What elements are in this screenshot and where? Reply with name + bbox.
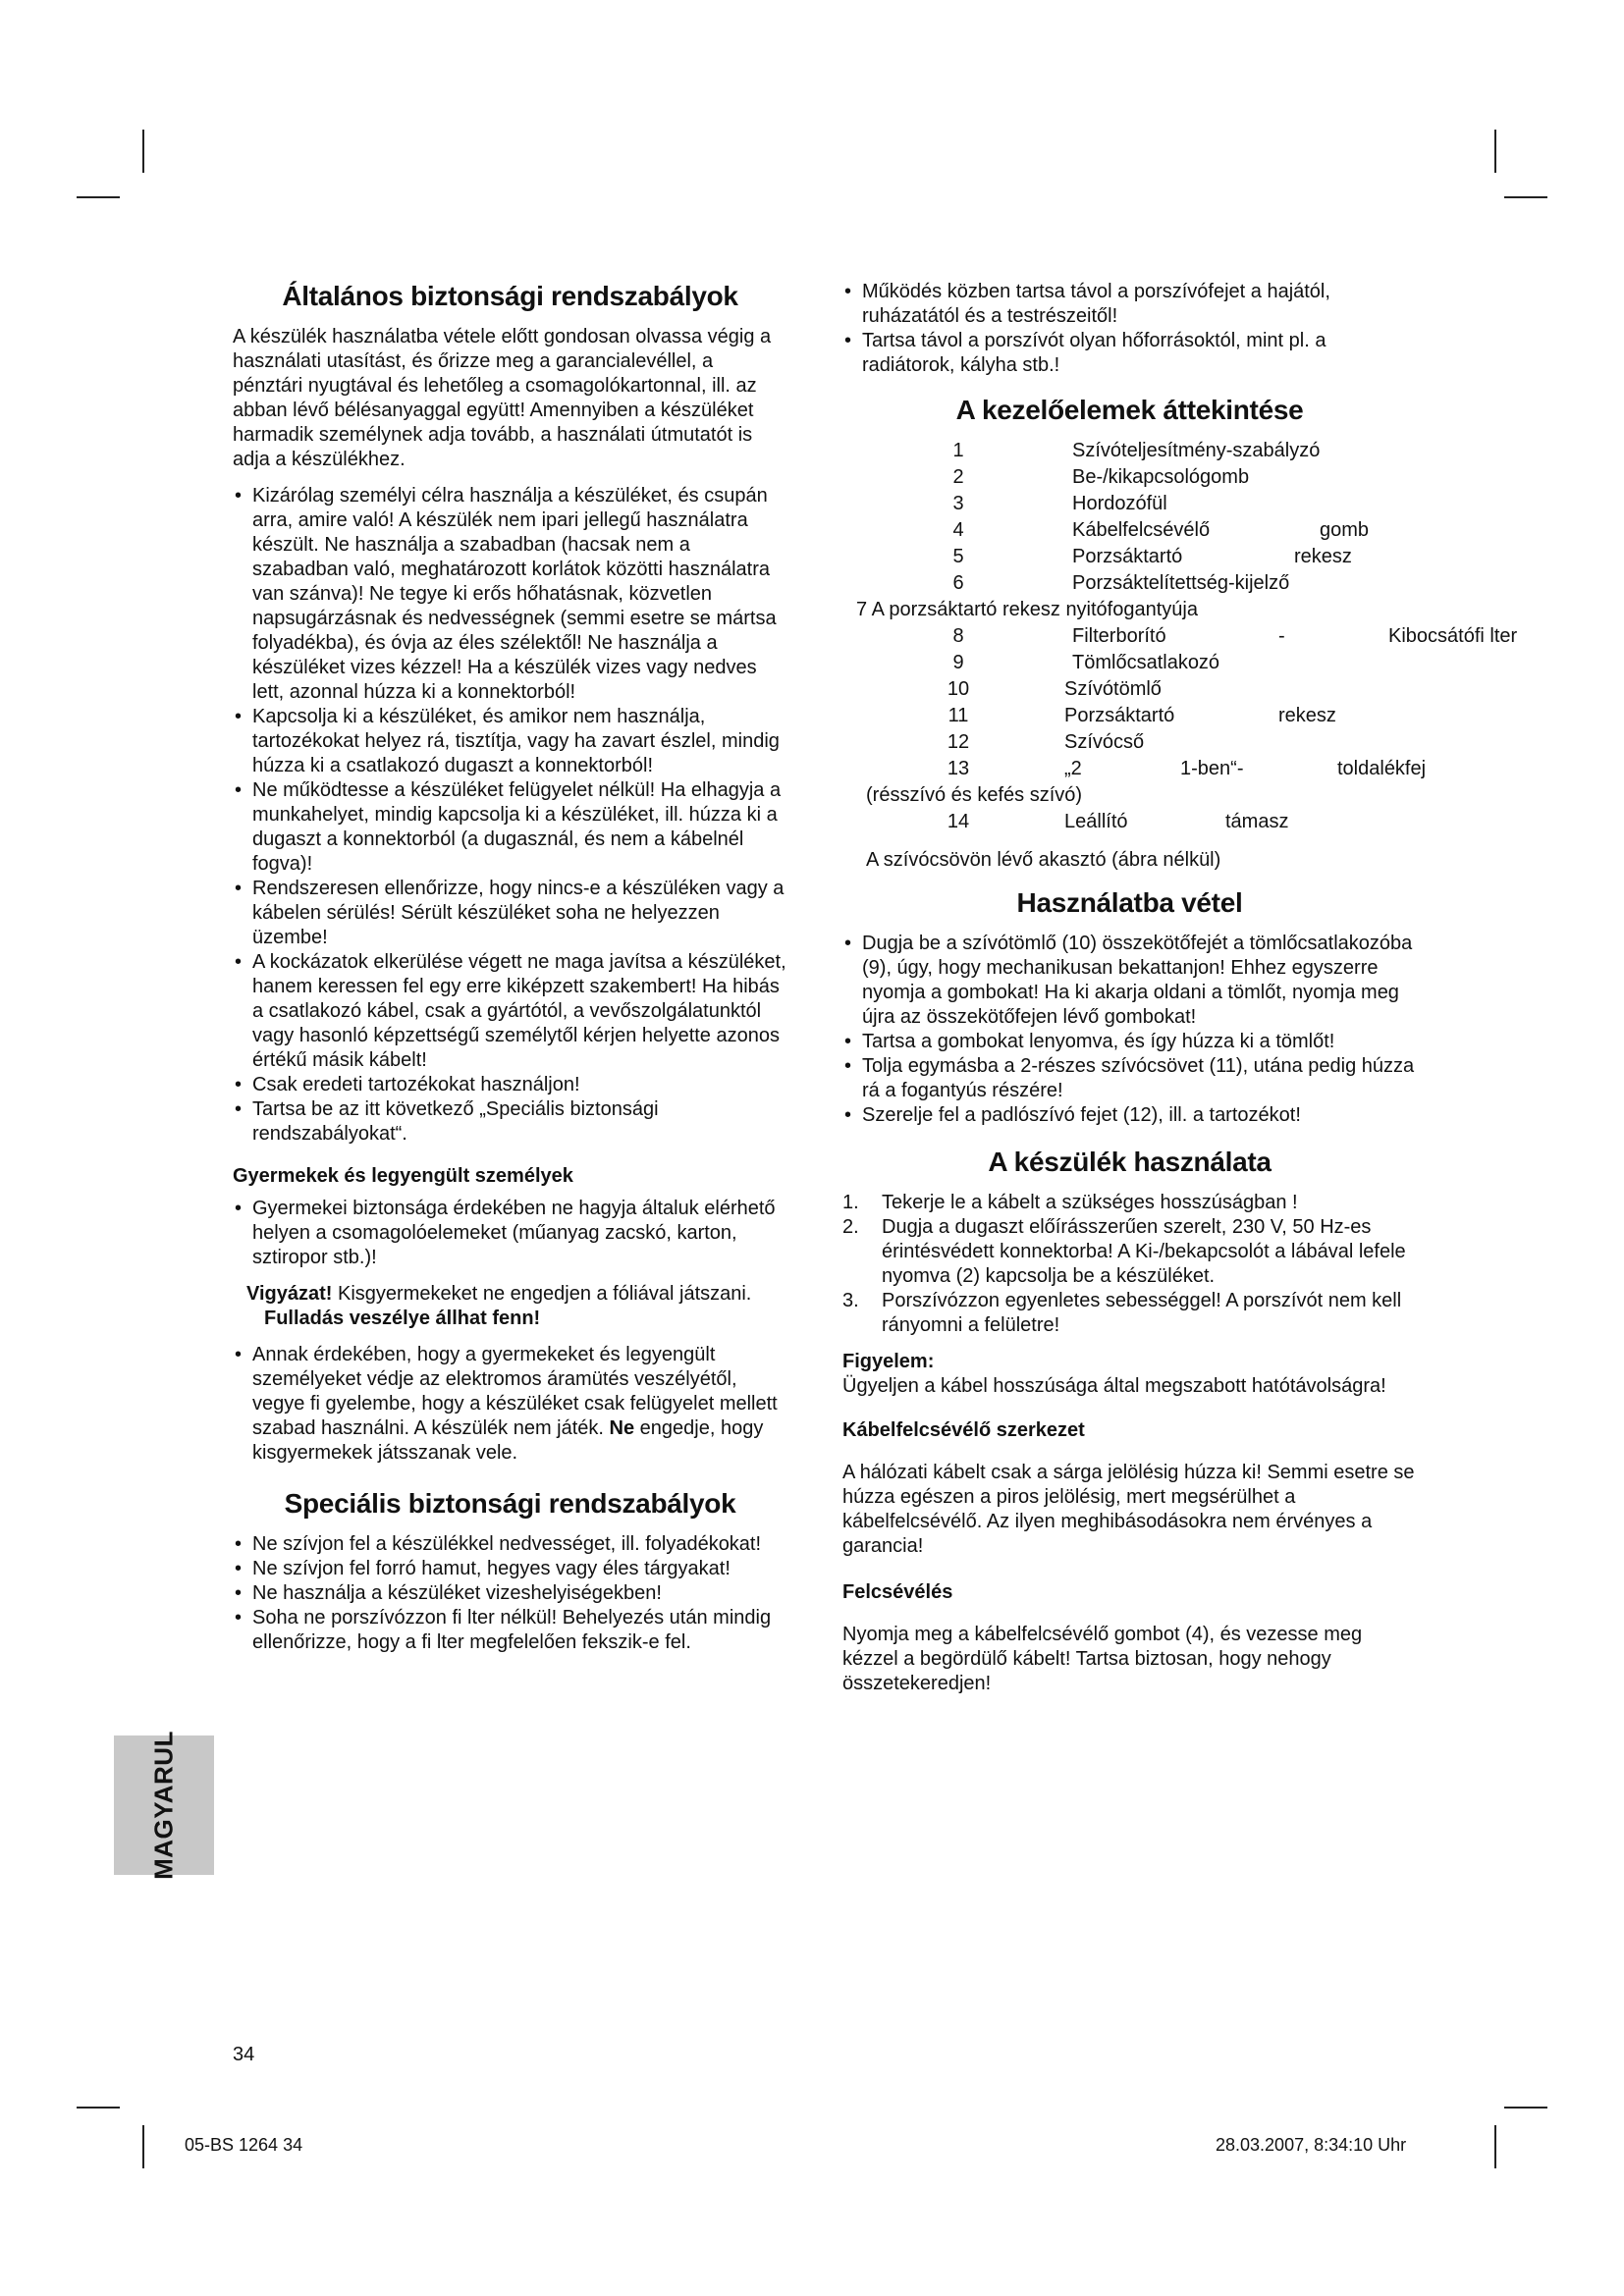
control-label: Kábelfelcsévélő: [1072, 519, 1211, 541]
operation-steps: [842, 1191, 1417, 1338]
special-safety-title: Speciális biztonsági rendszabályok: [284, 1488, 736, 1519]
control-label: Hordozófül: [1072, 493, 1167, 514]
control-row: [842, 677, 1417, 704]
control-number: 3: [952, 493, 964, 514]
control-row: [842, 730, 1417, 757]
list-item: [233, 1343, 787, 1466]
caution-note: [233, 1282, 787, 1331]
control-row: [842, 651, 1417, 677]
step-text: Tekerje le a kábelt a szükséges hosszúságban !: [882, 1192, 1298, 1213]
special-rules-list: [233, 1532, 787, 1655]
crop-mark: [1494, 2125, 1496, 2168]
rule-text: engedje, hogy kisgyermekek játsszanak vele.: [252, 1417, 764, 1464]
rewind-text: Nyomja meg a kábelfelcsévélő gombot (4), és vezesse meg kézzel a begördülő kábelt! Tartsa biztosan, hogy nehogy összetekeredjen!: [842, 1624, 1363, 1694]
control-label-mid: 1-ben“-: [1180, 758, 1244, 779]
crop-mark: [77, 196, 120, 198]
controls-overview-title: A kezelőelemek áttekintése: [955, 395, 1304, 425]
rule-text: • A kockázatok elkerülése végett ne maga javítsa a készüléket, hanem keressen fel egy erre kiképzett szakembert! Ha hibás a csatlakozó kábel, csak a gyártótól, a vevőszolgálatunktól vagy hasonló képzettségű személytől kérjen helyette azonos értékű másik kábelt!: [252, 951, 786, 1071]
step-number: 2.: [842, 1216, 859, 1238]
footer-right: 28.03.2007, 8:34:10 Uhr: [1216, 2135, 1407, 2155]
control-row: [842, 624, 1518, 651]
control-dash: -: [1278, 625, 1285, 647]
cable-rewinder-text: A hálózati kábelt csak a sárga jelölésig húzza ki! Semmi esetre se húzza egészen a piros jelölésig, mert megsérülhet a kábelfelcsévélő. Az ilyen meghibásodásokra nem érvényes a garancia!: [842, 1462, 1415, 1557]
cable-rewinder-title: Kábelfelcsévélő szerkezet: [842, 1419, 1085, 1441]
list-item: • Ne szívjon fel a készülékkel nedvességet, ill. folyadékokat!: [233, 1532, 787, 1557]
control-row: [842, 704, 1417, 730]
rule-text: • Rendszeresen ellenőrizze, hogy nincs-e a készüléken vagy a kábelen sérülés! Sérült készüléket soha ne helyezzen üzembe!: [252, 878, 785, 948]
rule-text: • Kapcsolja ki a készüléket, és amikor nem használja, tartozékokat helyez rá, tisztítja, vagy ha zavart észlel, mindig húzza ki a csatlakozó dugaszt a konnektorból!: [252, 706, 780, 776]
control-label: Leállító: [1064, 811, 1128, 832]
list-item: [233, 1097, 787, 1147]
right-column: [842, 280, 1518, 1708]
control-number: 5: [952, 546, 964, 567]
list-item: [842, 1215, 1417, 1289]
crop-mark: [1504, 196, 1547, 198]
control-label-extra: toldalékfej: [1337, 758, 1427, 779]
control-number: 13: [947, 758, 970, 779]
operation-title: A készülék használata: [988, 1147, 1272, 1177]
control-row: [842, 492, 1417, 518]
control-label: „2: [1064, 758, 1082, 779]
step-number: 1.: [842, 1192, 859, 1213]
control-label-extra: támasz: [1225, 811, 1289, 832]
control-number: 6: [952, 572, 964, 594]
control-label-extra: gomb: [1320, 519, 1370, 541]
rule-text: • Csak eredeti tartozékokat használjon!: [252, 1074, 580, 1095]
first-use-title: Használatba vétel: [1016, 887, 1243, 918]
control-label: Tömlőcsatlakozó: [1072, 652, 1220, 673]
list-item: • Ne szívjon fel forró hamut, hegyes vagy éles tárgyakat!: [233, 1557, 787, 1581]
control-number: 12: [947, 731, 970, 753]
language-side-tab: [114, 1731, 214, 1880]
rule-text: • Ne működtesse a készüléket felügyelet nélkül! Ha elhagyja a munkahelyet, mindig kapcsolja ki a készüléket, ill. húzza ki a dugaszt a konnektorból (a dugasznál, és nem a kábelnél fogva)!: [252, 779, 782, 875]
control-label: Porzsáktartó: [1072, 546, 1183, 567]
language-label: MAGYARUL: [148, 1731, 179, 1880]
control-label-extra: rekesz: [1294, 546, 1352, 567]
crop-mark: [1504, 2107, 1547, 2109]
control-label: Be-/kikapcsológomb: [1072, 466, 1250, 488]
list-item: • Ne használja a készüléket vizeshelyiségekben!: [233, 1581, 787, 1606]
control-label: Filterborító: [1072, 625, 1166, 647]
children-section-title: Gyermekek és legyengült személyek: [233, 1165, 573, 1187]
footer-left: 05-BS 1264 34: [185, 2135, 303, 2155]
control-label: Porzsáktelítettség-kijelző: [1072, 572, 1290, 594]
control-row: [842, 545, 1417, 571]
rule-emphasis: Ne: [609, 1417, 635, 1439]
control-number: 2: [952, 466, 964, 488]
rule-text: Annak érdekében, hogy a gyermekeket és legyengült személyeket védje az elektromos áramütés veszélyétől, vegye fi gyelembe, hogy a készüléket csak felügyelet mellett szabad használni. A készülék nem játék.: [252, 1344, 778, 1439]
list-item: • Tartsa a gombokat lenyomva, és így húzza ki a tömlőt!: [842, 1030, 1417, 1054]
control-number: 1: [952, 440, 964, 461]
list-item: [842, 1191, 1417, 1215]
control-row: [842, 598, 1417, 624]
general-safety-title: Általános biztonsági rendszabályok: [282, 281, 738, 311]
list-item: [233, 877, 787, 950]
children-rules-list-2: [233, 1343, 787, 1466]
left-column: [233, 280, 787, 1667]
attention-text: Ügyeljen a kábel hosszúsága által megszabott hatótávolságra!: [842, 1375, 1386, 1397]
attention-label: Figyelem:: [842, 1351, 935, 1372]
control-label: Porzsáktartó: [1064, 705, 1175, 726]
general-rules-list: [233, 484, 787, 1147]
list-item: • Dugja be a szívótömlő (10) összekötőfejét a tömlőcsatlakozóba (9), úgy, hogy mechanikusan bekattanjon! Ehhez egyszerre nyomja a gombokat! Ha ki akarja oldani a tömlőt, nyomja meg újra az összekötőfejen lévő gombokat!: [842, 932, 1417, 1030]
list-item: [233, 705, 787, 778]
control-label: Szívóteljesítmény-szabályzó: [1072, 440, 1321, 461]
controls-list: [842, 439, 1518, 836]
crop-mark: [77, 2107, 120, 2109]
list-item: [233, 950, 787, 1073]
children-rules-list: [233, 1197, 787, 1270]
top-rules-list: [842, 280, 1417, 378]
list-item: • Tolja egymásba a 2-részes szívócsövet (11), utána pedig húzza rá a fogantyús részére!: [842, 1054, 1417, 1103]
control-label-extra: Kibocsátófi lter: [1388, 625, 1518, 647]
control-number: 4: [952, 519, 964, 541]
control-row: [842, 439, 1417, 465]
control-label: (résszívó és kefés szívó): [866, 784, 1083, 806]
caution-text: Kisgyermekeket ne engedjen a fóliával játszani.: [332, 1283, 752, 1305]
hook-note: A szívócsövön lévő akasztó (ábra nélkül): [866, 849, 1221, 871]
control-row: [842, 783, 1417, 810]
caution-bold-text: Fulladás veszélye állhat fenn!: [264, 1308, 541, 1329]
control-label: 7 A porzsáktartó rekesz nyitófogantyúja: [856, 599, 1198, 620]
control-number: 10: [947, 678, 970, 700]
control-label: Szívócső: [1064, 731, 1145, 753]
list-item: • Működés közben tartsa távol a porszívófejet a hajától, ruházatától és a testrészeitől!: [842, 280, 1417, 329]
control-row: [842, 465, 1417, 492]
control-row: [842, 518, 1417, 545]
control-number: 14: [947, 811, 970, 832]
control-row: [842, 757, 1427, 783]
control-number: 9: [952, 652, 964, 673]
caution-word: Vigyázat!: [246, 1283, 333, 1305]
crop-mark: [142, 2125, 144, 2168]
rule-text: • Kizárólag személyi célra használja a készüléket, és csupán arra, amire való! A készülék nem ipari jellegű használatra készült. Ne használja a szabadban (hacsak nem a szabadban való, meghatározott korlátok közötti használatra van szánva)! Ne tegye ki erős hőhatásnak, közvetlen napsugárzásnak és nedvességnek (semmi esetre se mártsa folyadékba), és óvja az éles szélektől! Ne használja a készüléket vizes kézzel! Ha a készülék vizes vagy nedves lett, azonnal húzza ki a konnektorból!: [252, 485, 777, 703]
step-number: 3.: [842, 1290, 859, 1311]
step-text: Porszívózzon egyenletes sebességgel! A porszívót nem kell rányomni a felületre!: [882, 1290, 1402, 1336]
list-item: • Gyermekei biztonsága érdekében ne hagyja általuk elérhető helyen a csomagolóelemeket (műanyag zacskó, karton, sztiropor stb.)!: [233, 1197, 787, 1270]
intro-paragraph: A készülék használatba vétele előtt gondosan olvassa végig a használati utasítást, és őrizze meg a garancialevéllel, a pénztári nyugtával és lehetőleg a csomagolókartonnal, ill. az abban lévő bélésanyaggal együtt! Amennyiben a készüléket harmadik személynek adja tovább, a használati útmutatót is adja a készülékhez.: [233, 326, 772, 470]
crop-mark: [1494, 130, 1496, 173]
list-item: • Szerelje fel a padlószívó fejet (12), ill. a tartozékot!: [842, 1103, 1417, 1128]
step-text: Dugja a dugaszt előírásszerűen szerelt, 230 V, 50 Hz-es érintésvédett konnektorba! A Ki-/bekapcsolót a lábával lefele nyomva (2) kapcsolja be a készüléket.: [882, 1216, 1406, 1287]
list-item: • Tartsa távol a porszívót olyan hőforrásoktól, mint pl. a radiátorok, kályha stb.!: [842, 329, 1417, 378]
control-label-extra: rekesz: [1278, 705, 1336, 726]
first-use-list: [842, 932, 1417, 1128]
list-item: [233, 484, 787, 705]
list-item: • Soha ne porszívózzon fi lter nélkül! Behelyezés után mindig ellenőrizze, hogy a fi lter megfelelően fekszik-e fel.: [233, 1606, 787, 1655]
crop-mark: [142, 130, 144, 173]
rule-text: • Tartsa be az itt következő „Speciális biztonsági rendszabályokat“.: [252, 1098, 659, 1145]
list-item: [233, 1073, 787, 1097]
control-row: [842, 571, 1417, 598]
page-number: 34: [233, 2044, 255, 2065]
control-number: 8: [952, 625, 964, 647]
control-label: Szívótömlő: [1064, 678, 1162, 700]
rewind-title: Felcsévélés: [842, 1581, 953, 1603]
control-row: [842, 810, 1417, 836]
list-item: [233, 778, 787, 877]
list-item: [842, 1289, 1417, 1338]
control-number: 11: [947, 705, 969, 726]
